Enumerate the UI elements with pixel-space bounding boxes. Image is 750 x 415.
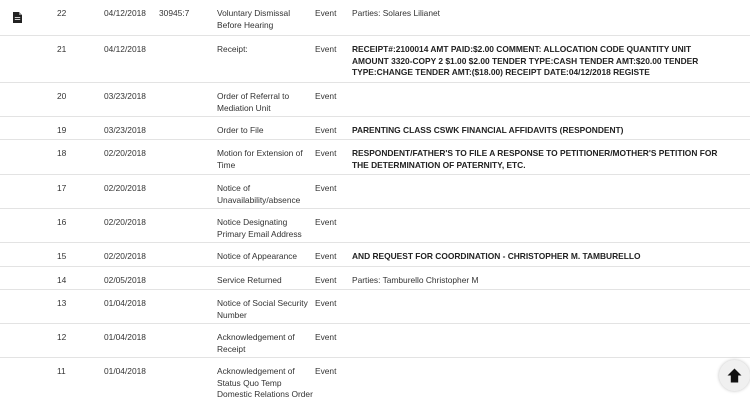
row-type: Event [315,251,337,261]
row-seq: 18 [57,148,67,158]
row-type: Event [315,298,337,308]
row-description: Acknowledgement of Receipt [217,332,295,354]
row-date: 02/20/2018 [104,251,146,261]
scroll-to-top-button[interactable] [719,360,750,391]
docket-row [0,140,750,175]
row-description: Motion for Extension of Time [217,148,303,170]
row-description: Order to File [217,125,264,135]
row-comment: RESPONDENT/FATHER'S TO FILE A RESPONSE TO PETITIONER/MOTHER'S PETITION FOR THE DETERMINATION OF PATERNITY, ETC. [352,148,718,170]
row-seq: 21 [57,44,67,54]
row-date: 01/04/2018 [104,298,146,308]
row-date: 01/04/2018 [104,332,146,342]
docket-row [0,209,750,243]
row-seq: 15 [57,251,67,261]
row-type: Event [315,125,337,135]
row-comment: Parties: Solares Lilianet [352,8,440,18]
row-date: 02/05/2018 [104,275,146,285]
row-type: Event [315,148,337,158]
row-seq: 13 [57,298,67,308]
docket-row [0,358,750,415]
docket-row [0,36,750,83]
docket-row [0,267,750,290]
row-seq: 16 [57,217,67,227]
docket-row [0,243,750,267]
row-comment: PARENTING CLASS CSWK FINANCIAL AFFIDAVITS (RESPONDENT) [352,125,624,135]
row-date: 01/04/2018 [104,366,146,376]
row-seq: 14 [57,275,67,285]
row-description: Acknowledgement of Status Quo Temp Domestic Relations Order [217,366,313,399]
row-description: Notice of Unavailability/absence [217,183,301,205]
row-comment: RECEIPT#:2100014 AMT PAID:$2.00 COMMENT: ALLOCATION CODE QUANTITY UNIT AMOUNT 3320-COPY 2 $1.00 $2.00 TENDER TYPE:CASH TENDER AMT:$20.00 TENDER TYPE:CHANGE TENDER AMT:($18.00) RECEIPT DATE:04/12/2018 REGISTE [352,44,699,77]
row-seq: 17 [57,183,67,193]
row-date: 02/20/2018 [104,183,146,193]
row-ref: 30945:7 [159,8,190,18]
row-description: Receipt: [217,44,248,54]
row-date: 04/12/2018 [104,8,146,18]
row-comment: AND REQUEST FOR COORDINATION - CHRISTOPHER M. TAMBURELLO [352,251,641,261]
docket-row [0,324,750,358]
row-type: Event [315,217,337,227]
row-date: 04/12/2018 [104,44,146,54]
row-seq: 19 [57,125,67,135]
row-type: Event [315,366,337,376]
row-seq: 22 [57,8,67,18]
row-type: Event [315,332,337,342]
row-date: 03/23/2018 [104,125,146,135]
document-icon[interactable] [13,12,22,23]
row-seq: 20 [57,91,67,101]
row-date: 02/20/2018 [104,148,146,158]
row-type: Event [315,44,337,54]
row-seq: 11 [57,366,66,376]
row-type: Event [315,8,337,18]
row-description: Order of Referral to Mediation Unit [217,91,290,113]
row-description: Notice Designating Primary Email Address [217,217,302,239]
row-type: Event [315,183,337,193]
docket-row [0,290,750,324]
row-description: Service Returned [217,275,282,285]
row-date: 03/23/2018 [104,91,146,101]
row-type: Event [315,275,337,285]
docket-row [0,175,750,209]
arrow-up-icon [726,367,743,384]
row-date: 02/20/2018 [104,217,146,227]
docket-row [0,117,750,140]
row-description: Voluntary Dismissal Before Hearing [217,8,291,30]
row-description: Notice of Social Security Number [217,298,308,320]
row-seq: 12 [57,332,67,342]
row-description: Notice of Appearance [217,251,298,261]
row-type: Event [315,91,337,101]
docket-row [0,83,750,117]
row-comment: Parties: Tamburello Christopher M [352,275,479,285]
docket-row [0,0,750,36]
